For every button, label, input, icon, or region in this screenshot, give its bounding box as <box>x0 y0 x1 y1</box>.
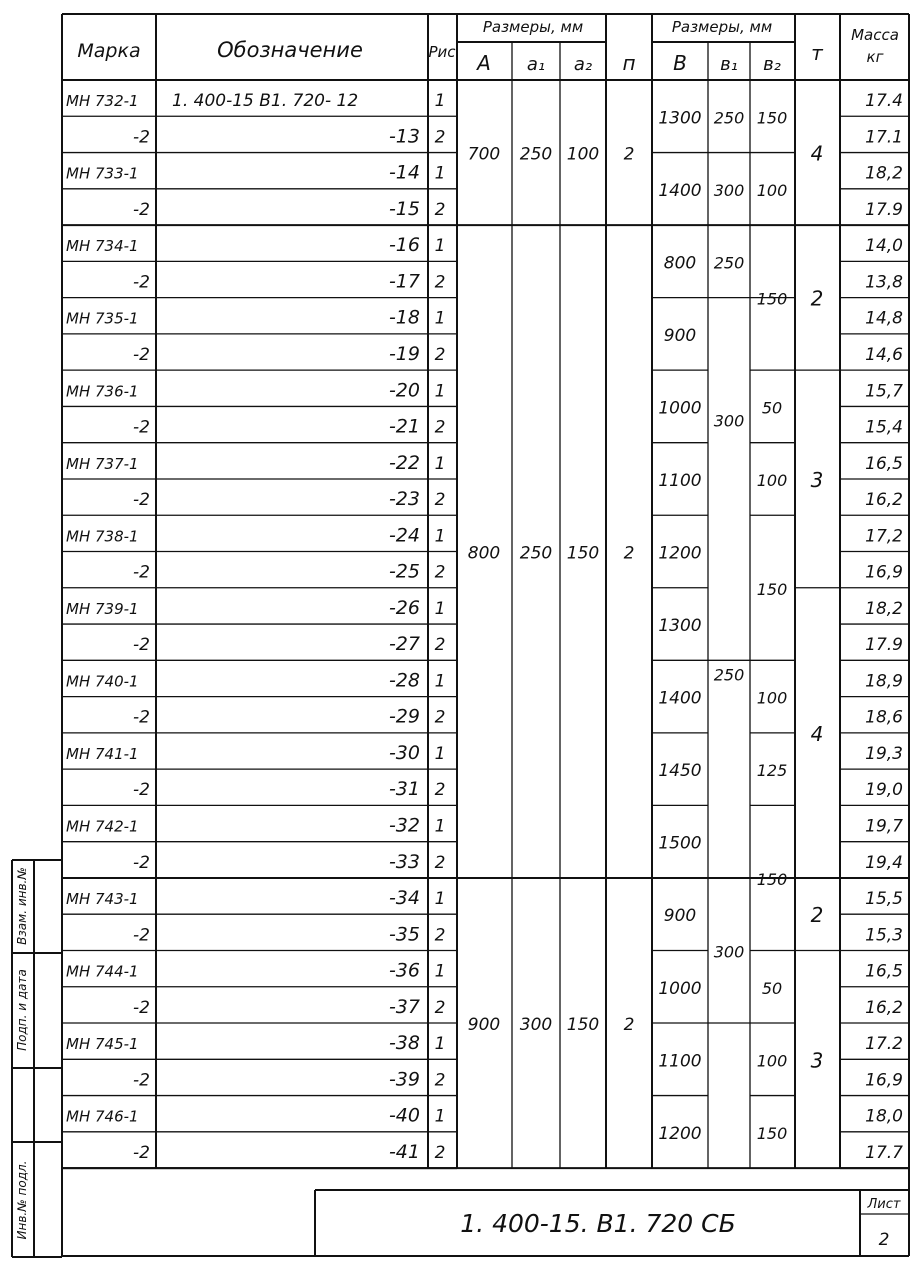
row-ris: 1 <box>434 598 446 619</box>
row-ris: 1 <box>434 1106 446 1127</box>
cell-b: 1400 <box>658 180 702 201</box>
row-massa: 16,9 <box>865 562 903 583</box>
row-massa: 18,6 <box>865 707 903 728</box>
row-ris: 1 <box>434 381 446 402</box>
cell-b2: 150 <box>756 579 788 599</box>
cell-b: 1200 <box>658 1123 702 1144</box>
row-oboznachenie: -24 <box>388 524 420 547</box>
row-oboznachenie: -30 <box>388 741 420 764</box>
row-massa: 18,2 <box>865 598 903 619</box>
row-oboznachenie: -34 <box>388 887 420 910</box>
row-massa: 14,8 <box>865 308 903 329</box>
row-oboznachenie: -32 <box>388 814 420 837</box>
row-massa: 15,7 <box>865 381 903 402</box>
cell-m: 4 <box>810 141 824 166</box>
row-marka: -2 <box>133 490 150 511</box>
row-oboznachenie: -14 <box>388 161 420 184</box>
row-massa: 16,9 <box>865 1070 903 1091</box>
header-a: А <box>477 51 491 75</box>
row-ris: 2 <box>434 925 446 946</box>
row-marka: -2 <box>133 925 150 946</box>
row-ris: 1 <box>434 743 446 764</box>
row-ris: 2 <box>434 562 446 583</box>
row-oboznachenie: -20 <box>388 379 420 402</box>
cell-b2: 150 <box>756 289 788 309</box>
row-ris: 2 <box>434 345 446 366</box>
row-oboznachenie: -29 <box>388 705 420 728</box>
row-massa: 16,5 <box>865 961 903 982</box>
row-massa: 15,5 <box>865 889 903 910</box>
row-marka: -2 <box>133 635 150 656</box>
row-ris: 1 <box>434 1034 446 1055</box>
cell-a1: 250 <box>519 543 553 564</box>
row-massa: 15,4 <box>865 417 903 438</box>
cell-b2: 125 <box>756 761 788 781</box>
cell-b: 1000 <box>658 978 702 999</box>
footer-designation: 1. 400-15. В1. 720 СБ <box>460 1209 736 1238</box>
row-marka: МН 734-1 <box>66 237 139 256</box>
row-marka: МН 733-1 <box>66 164 139 183</box>
row-massa: 14,0 <box>865 236 903 257</box>
cell-n: 2 <box>623 543 635 564</box>
row-marka: МН 735-1 <box>66 309 139 328</box>
row-oboznachenie: -23 <box>388 488 420 511</box>
row-ris: 2 <box>434 1070 446 1091</box>
row-oboznachenie: -31 <box>388 778 420 801</box>
row-ris: 1 <box>434 816 446 837</box>
row-marka: МН 746-1 <box>66 1107 139 1126</box>
cell-b: 1100 <box>658 1051 702 1072</box>
cell-b: 1300 <box>658 108 702 129</box>
cell-b: 1300 <box>658 616 702 637</box>
cell-b2: 100 <box>756 688 788 708</box>
row-massa: 18,9 <box>865 671 903 692</box>
row-massa: 19,4 <box>865 852 903 873</box>
row-marka: МН 737-1 <box>66 454 139 473</box>
cell-m: 2 <box>810 903 824 928</box>
row-marka: -2 <box>133 707 150 728</box>
header-a2: а₂ <box>573 54 593 75</box>
row-oboznachenie: -38 <box>388 1032 420 1055</box>
row-marka: -2 <box>133 562 150 583</box>
cell-b: 1500 <box>658 833 702 854</box>
row-oboznachenie: -39 <box>388 1068 420 1091</box>
cell-b: 900 <box>663 325 697 346</box>
header-ris: Рис <box>428 43 456 61</box>
cell-b1: 250 <box>713 665 745 685</box>
row-massa: 16,5 <box>865 453 903 474</box>
row-oboznachenie: -18 <box>388 306 420 329</box>
cell-a2: 100 <box>566 144 600 165</box>
row-ris: 1 <box>434 308 446 329</box>
row-oboznachenie: -13 <box>388 125 420 148</box>
row-ris: 2 <box>434 490 446 511</box>
row-oboznachenie: -40 <box>388 1104 420 1127</box>
cell-b2: 100 <box>756 180 788 200</box>
row-massa: 17.2 <box>865 1034 903 1055</box>
row-massa: 19,3 <box>865 743 903 764</box>
side-label-inv: Инв.№ подл. <box>15 1160 29 1240</box>
row-ris: 1 <box>434 671 446 692</box>
row-massa: 18,0 <box>865 1106 903 1127</box>
row-ris: 2 <box>434 852 446 873</box>
row-marka: -2 <box>133 345 150 366</box>
row-massa: 16,2 <box>865 997 903 1018</box>
header-a1: а₁ <box>526 54 546 75</box>
row-oboznachenie: -35 <box>388 923 420 946</box>
row-marka: МН 736-1 <box>66 382 139 401</box>
cell-A: 800 <box>467 543 501 564</box>
footer-list-label: Лист <box>867 1197 901 1212</box>
row-ris: 1 <box>434 163 446 184</box>
row-massa: 13,8 <box>865 272 903 293</box>
cell-b2: 150 <box>756 869 788 889</box>
cell-m: 4 <box>810 721 824 746</box>
row-ris: 2 <box>434 127 446 148</box>
header-sizes-1: Размеры, мм <box>482 18 584 36</box>
row-marka: МН 742-1 <box>66 817 139 836</box>
row-marka: МН 732-1 <box>66 92 139 111</box>
cell-b: 1000 <box>658 398 702 419</box>
row-ris: 2 <box>434 272 446 293</box>
row-oboznachenie: -15 <box>388 197 420 220</box>
cell-b1: 250 <box>713 253 745 273</box>
row-ris: 1 <box>434 236 446 257</box>
row-oboznachenie: -17 <box>388 270 420 293</box>
cell-b1: 300 <box>713 942 745 962</box>
header-b: В <box>673 51 687 75</box>
row-marka: МН 743-1 <box>66 890 139 909</box>
row-marka: МН 741-1 <box>66 744 139 763</box>
cell-n: 2 <box>623 1015 635 1036</box>
row-massa: 18,2 <box>865 163 903 184</box>
header-marka: Марка <box>77 40 141 62</box>
cell-a2: 150 <box>566 1015 600 1036</box>
row-massa: 17.9 <box>865 199 903 220</box>
row-oboznachenie: -26 <box>388 596 420 619</box>
cell-b: 800 <box>663 253 697 274</box>
cell-b2: 100 <box>756 470 788 490</box>
cell-b2: 150 <box>756 108 788 128</box>
cell-b2: 50 <box>761 398 783 418</box>
row-massa: 19,7 <box>865 816 903 837</box>
row-oboznachenie: 1. 400-15 В1. 720- 12 <box>172 91 359 112</box>
row-marka: -2 <box>133 272 150 293</box>
footer-list-number: 2 <box>878 1230 890 1250</box>
row-marka: -2 <box>133 1142 150 1163</box>
header-m: т <box>811 41 823 65</box>
cell-b2: 50 <box>761 978 783 998</box>
row-oboznachenie: -22 <box>388 451 420 474</box>
row-marka: МН 740-1 <box>66 672 139 691</box>
header-oboznachenie: Обозначение <box>217 38 363 62</box>
row-ris: 2 <box>434 417 446 438</box>
side-label-podp: Подп. и дата <box>15 969 29 1051</box>
row-massa: 16,2 <box>865 490 903 511</box>
cell-b1: 300 <box>713 411 745 431</box>
row-ris: 1 <box>434 889 446 910</box>
cell-b: 1400 <box>658 688 702 709</box>
row-massa: 14,6 <box>865 345 903 366</box>
cell-b2: 150 <box>756 1123 788 1143</box>
cell-a1: 250 <box>519 144 553 165</box>
header-b2: в₂ <box>763 54 781 75</box>
cell-m: 2 <box>810 286 824 311</box>
cell-b: 1450 <box>658 761 702 782</box>
row-marka: МН 739-1 <box>66 599 139 618</box>
row-massa: 17.9 <box>865 635 903 656</box>
row-ris: 1 <box>434 91 446 112</box>
row-massa: 15,3 <box>865 925 903 946</box>
cell-A: 900 <box>467 1015 501 1036</box>
row-massa: 17.4 <box>865 91 903 112</box>
cell-m: 3 <box>810 1048 824 1073</box>
row-oboznachenie: -33 <box>388 850 420 873</box>
cell-b: 1100 <box>658 470 702 491</box>
row-marka: -2 <box>133 852 150 873</box>
row-marka: -2 <box>133 127 150 148</box>
table-text <box>15 18 903 1250</box>
row-oboznachenie: -21 <box>388 415 420 438</box>
row-ris: 2 <box>434 997 446 1018</box>
row-oboznachenie: -36 <box>388 959 420 982</box>
row-marka: -2 <box>133 417 150 438</box>
row-ris: 1 <box>434 526 446 547</box>
row-marka: -2 <box>133 780 150 801</box>
cell-A: 700 <box>467 144 501 165</box>
row-ris: 2 <box>434 199 446 220</box>
row-massa: 19,0 <box>865 780 903 801</box>
side-label-vzam: Взам. инв.№ <box>15 867 29 945</box>
row-marka: -2 <box>133 199 150 220</box>
row-marka: МН 745-1 <box>66 1035 139 1054</box>
row-ris: 2 <box>434 1142 446 1163</box>
row-marka: -2 <box>133 997 150 1018</box>
row-oboznachenie: -27 <box>388 633 420 656</box>
row-massa: 17.7 <box>865 1142 903 1163</box>
row-ris: 2 <box>434 635 446 656</box>
row-oboznachenie: -25 <box>388 560 420 583</box>
cell-b1: 250 <box>713 108 745 128</box>
row-oboznachenie: -16 <box>388 234 420 257</box>
row-marka: МН 744-1 <box>66 962 139 981</box>
cell-b2: 100 <box>756 1051 788 1071</box>
header-massa: Масса <box>851 26 899 44</box>
cell-b: 900 <box>663 906 697 927</box>
header-b1: в₁ <box>720 54 738 75</box>
row-oboznachenie: -19 <box>388 343 420 366</box>
header-n: п <box>622 51 636 75</box>
row-ris: 2 <box>434 707 446 728</box>
row-massa: 17,2 <box>865 526 903 547</box>
cell-b1: 300 <box>713 180 745 200</box>
header-massa-unit: кг <box>866 48 884 66</box>
row-marka: -2 <box>133 1070 150 1091</box>
cell-b: 1200 <box>658 543 702 564</box>
row-oboznachenie: -37 <box>388 995 420 1018</box>
row-ris: 2 <box>434 780 446 801</box>
row-oboznachenie: -28 <box>388 669 420 692</box>
row-ris: 1 <box>434 453 446 474</box>
row-ris: 1 <box>434 961 446 982</box>
cell-m: 3 <box>810 467 824 492</box>
cell-n: 2 <box>623 144 635 165</box>
row-oboznachenie: -41 <box>388 1140 420 1163</box>
header-sizes-2: Размеры, мм <box>671 18 773 36</box>
row-massa: 17.1 <box>865 127 903 148</box>
row-marka: МН 738-1 <box>66 527 139 546</box>
cell-a2: 150 <box>566 543 600 564</box>
cell-a1: 300 <box>519 1015 553 1036</box>
